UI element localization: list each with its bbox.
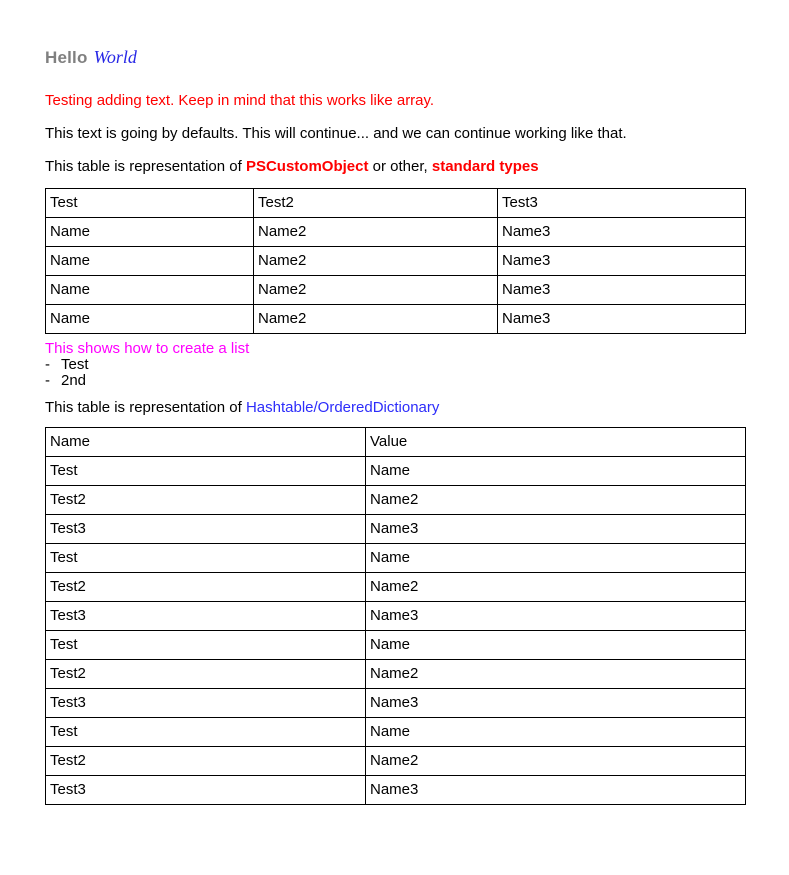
title-world: World (93, 47, 137, 67)
table-row (46, 457, 746, 486)
table-cell: Name2 (366, 486, 746, 515)
table-row (46, 305, 746, 334)
pscustomobject-table (45, 188, 746, 334)
table-cell: Name3 (498, 276, 746, 305)
table-cell: Name (46, 218, 254, 247)
table-cell: Name (46, 305, 254, 334)
table-cell: Name3 (366, 689, 746, 718)
table-cell: Name (46, 276, 254, 305)
table-row (46, 515, 746, 544)
page-title (45, 46, 745, 69)
table2-intro-highlight-hashtable: Hashtable/OrderedDictionary (245, 399, 440, 416)
paragraph-list-intro: This shows how to create a list (45, 340, 250, 357)
table-cell: Test (46, 631, 366, 660)
table-row (46, 689, 746, 718)
table-cell: Name2 (254, 247, 498, 276)
paragraph-array-note: Testing adding text. Keep in mind that this works like array. (45, 92, 435, 109)
table1-intro-highlight-standard-types: standard types (431, 158, 539, 175)
list-item-label: 2nd (61, 372, 87, 389)
table-cell: Name3 (498, 247, 746, 276)
list-item (45, 357, 745, 373)
table-cell: Test2 (46, 573, 366, 602)
table-cell: Test3 (46, 602, 366, 631)
table-cell: Test2 (46, 747, 366, 776)
header-cell: Value (366, 428, 746, 457)
paragraph-table1-intro (45, 159, 745, 175)
table-cell: Name2 (254, 276, 498, 305)
table-cell: Name (366, 631, 746, 660)
table-cell: Name2 (366, 660, 746, 689)
table-cell: Test3 (46, 776, 366, 805)
table-cell: Test2 (46, 486, 366, 515)
table-row (46, 486, 746, 515)
paragraph-table2-intro (45, 400, 745, 416)
table-cell: Name3 (498, 218, 746, 247)
table-row (46, 247, 746, 276)
table1-intro-middle: or other, (368, 158, 432, 175)
table-row (46, 276, 746, 305)
table-row (46, 631, 746, 660)
table-cell: Test (46, 718, 366, 747)
table-cell: Name3 (366, 776, 746, 805)
table-cell: Name2 (366, 747, 746, 776)
table-cell: Name2 (366, 573, 746, 602)
table-row (46, 660, 746, 689)
list-bullet: - (45, 356, 50, 373)
table-row (46, 544, 746, 573)
table-cell: Name (366, 718, 746, 747)
table-row (46, 573, 746, 602)
paragraph-defaults: This text is going by defaults. This will continue... and we can continue working like that. (45, 125, 627, 142)
header-cell: Test2 (254, 189, 498, 218)
table-header-row (46, 428, 746, 457)
table-cell: Name (366, 544, 746, 573)
list-item (45, 373, 745, 389)
table-cell: Test3 (46, 515, 366, 544)
title-hello: Hello (45, 48, 88, 67)
list-bullet: - (45, 372, 50, 389)
table-cell: Test3 (46, 689, 366, 718)
table-cell: Test (46, 457, 366, 486)
table-cell: Name3 (366, 602, 746, 631)
table-cell: Name (46, 247, 254, 276)
table-row (46, 718, 746, 747)
table-header-row (46, 189, 746, 218)
table2-intro-prefix: This table is representation of (45, 399, 246, 416)
header-cell: Test (46, 189, 254, 218)
table-row (46, 602, 746, 631)
header-cell: Name (46, 428, 366, 457)
table-row (46, 747, 746, 776)
list-item-label: Test (61, 356, 89, 373)
table-cell: Test2 (46, 660, 366, 689)
table-cell: Name (366, 457, 746, 486)
hashtable-table (45, 427, 746, 805)
table-row (46, 218, 746, 247)
table1-intro-prefix: This table is representation of (45, 158, 246, 175)
table-cell: Name2 (254, 218, 498, 247)
table-cell: Name2 (254, 305, 498, 334)
table-row (46, 776, 746, 805)
table1-intro-highlight-pscustomobject: PSCustomObject (245, 158, 369, 175)
header-cell: Test3 (498, 189, 746, 218)
table-cell: Name3 (366, 515, 746, 544)
table-cell: Test (46, 544, 366, 573)
table-cell: Name3 (498, 305, 746, 334)
